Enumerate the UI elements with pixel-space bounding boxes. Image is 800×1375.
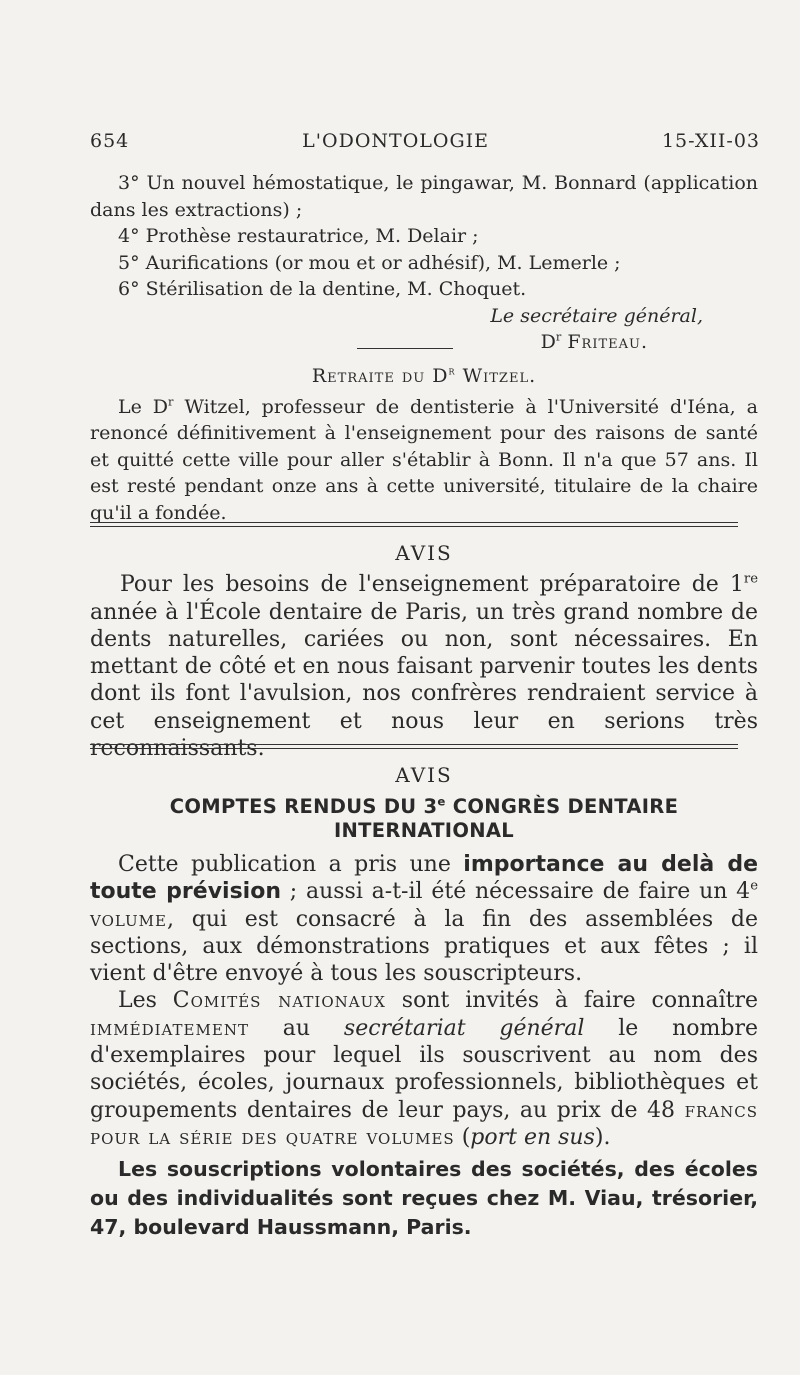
section-divider (357, 348, 453, 349)
retraite-heading: Retraite du $D^r$ Witzel. (311, 363, 537, 387)
avis-congress-section (90, 762, 758, 1242)
journal-title: L'ODONTOLOGIE (302, 130, 490, 152)
programme-item: 6° Stérilisation de la dentine, M. Choquet. (118, 278, 527, 300)
congress-paragraph-2: Les Comités nationaux sont invités à faire connaître immédiatement au secrétariat général le nombre d'exemplaires pour lequel ils souscrivent au nom des sociétés, écoles, journaux professionnels, bibliothèques et groupements dentaires de leur pays, au prix de 48 francs pour la série des quatre volumes (port en sus). (90, 988, 758, 1150)
retraite-body: Le $D^r$ Witzel, professeur de dentisterie à l'Université d'Iéna, a renoncé définitivement à l'enseignement pour des raisons de santé et quitté cette ville pour aller s'établir à Bonn. Il n'a que 57 ans. Il est resté pendant onze ans à cette université, titulaire de la chaire qu'il a fondée. (90, 394, 758, 524)
subscription-notice: Les souscriptions volontaires des sociétés, des écoles ou des individualités sont reçues chez M. Viau, trésorier, 47, boulevard Haussmann, Paris. (90, 1157, 758, 1240)
avis-teeth-body: Pour les besoins de l'enseignement préparatoire de 1re année à l'École dentaire de Paris, un très grand nombre de dents naturelles, cariées ou non, sont nécessaires. En mettant de côté et en nous faisant parvenir toutes les dents dont ils font l'avulsion, nos confrères rendraient service à cet enseignement et nous leur en serions très reconnaissants. (90, 571, 758, 762)
signature-name: $D^r$ Friteau. (540, 329, 648, 353)
double-rule (90, 744, 738, 749)
issue-date: 15-XII-03 (661, 130, 760, 152)
congress-title: COMPTES RENDUS DU 3e CONGRÈS DENTAIRE (169, 794, 679, 818)
double-rule (90, 522, 738, 527)
avis-teeth-section (90, 540, 758, 762)
avis-heading: AVIS (395, 541, 453, 565)
programme-item: 4° Prothèse restauratrice, M. Delair ; (118, 225, 479, 247)
programme-item: 3° Un nouvel hémostatique, le pingawar, M. Bonnard (application dans les extractions) ; (90, 172, 758, 221)
running-header (90, 130, 760, 152)
signature-role: Le secrétaire général, (490, 304, 703, 327)
avis-heading: AVIS (395, 763, 453, 787)
congress-title-line2: INTERNATIONAL (334, 819, 514, 842)
programme-item: 5° Aurifications (or mou et or adhésif), M. Lemerle ; (118, 251, 621, 274)
retraite-section (90, 363, 758, 526)
congress-paragraph-1: Cette publication a pris une importance au delà de toute prévision ; aussi a-t-il été nécessaire de faire un 4e volume, qui est consacré à la fin des assemblées de sections, aux démonstrations pratiques et aux fêtes ; il vient d'être envoyé à tous les souscripteurs. (90, 852, 758, 987)
programme-list (90, 170, 758, 356)
page-number: 654 (90, 130, 130, 152)
